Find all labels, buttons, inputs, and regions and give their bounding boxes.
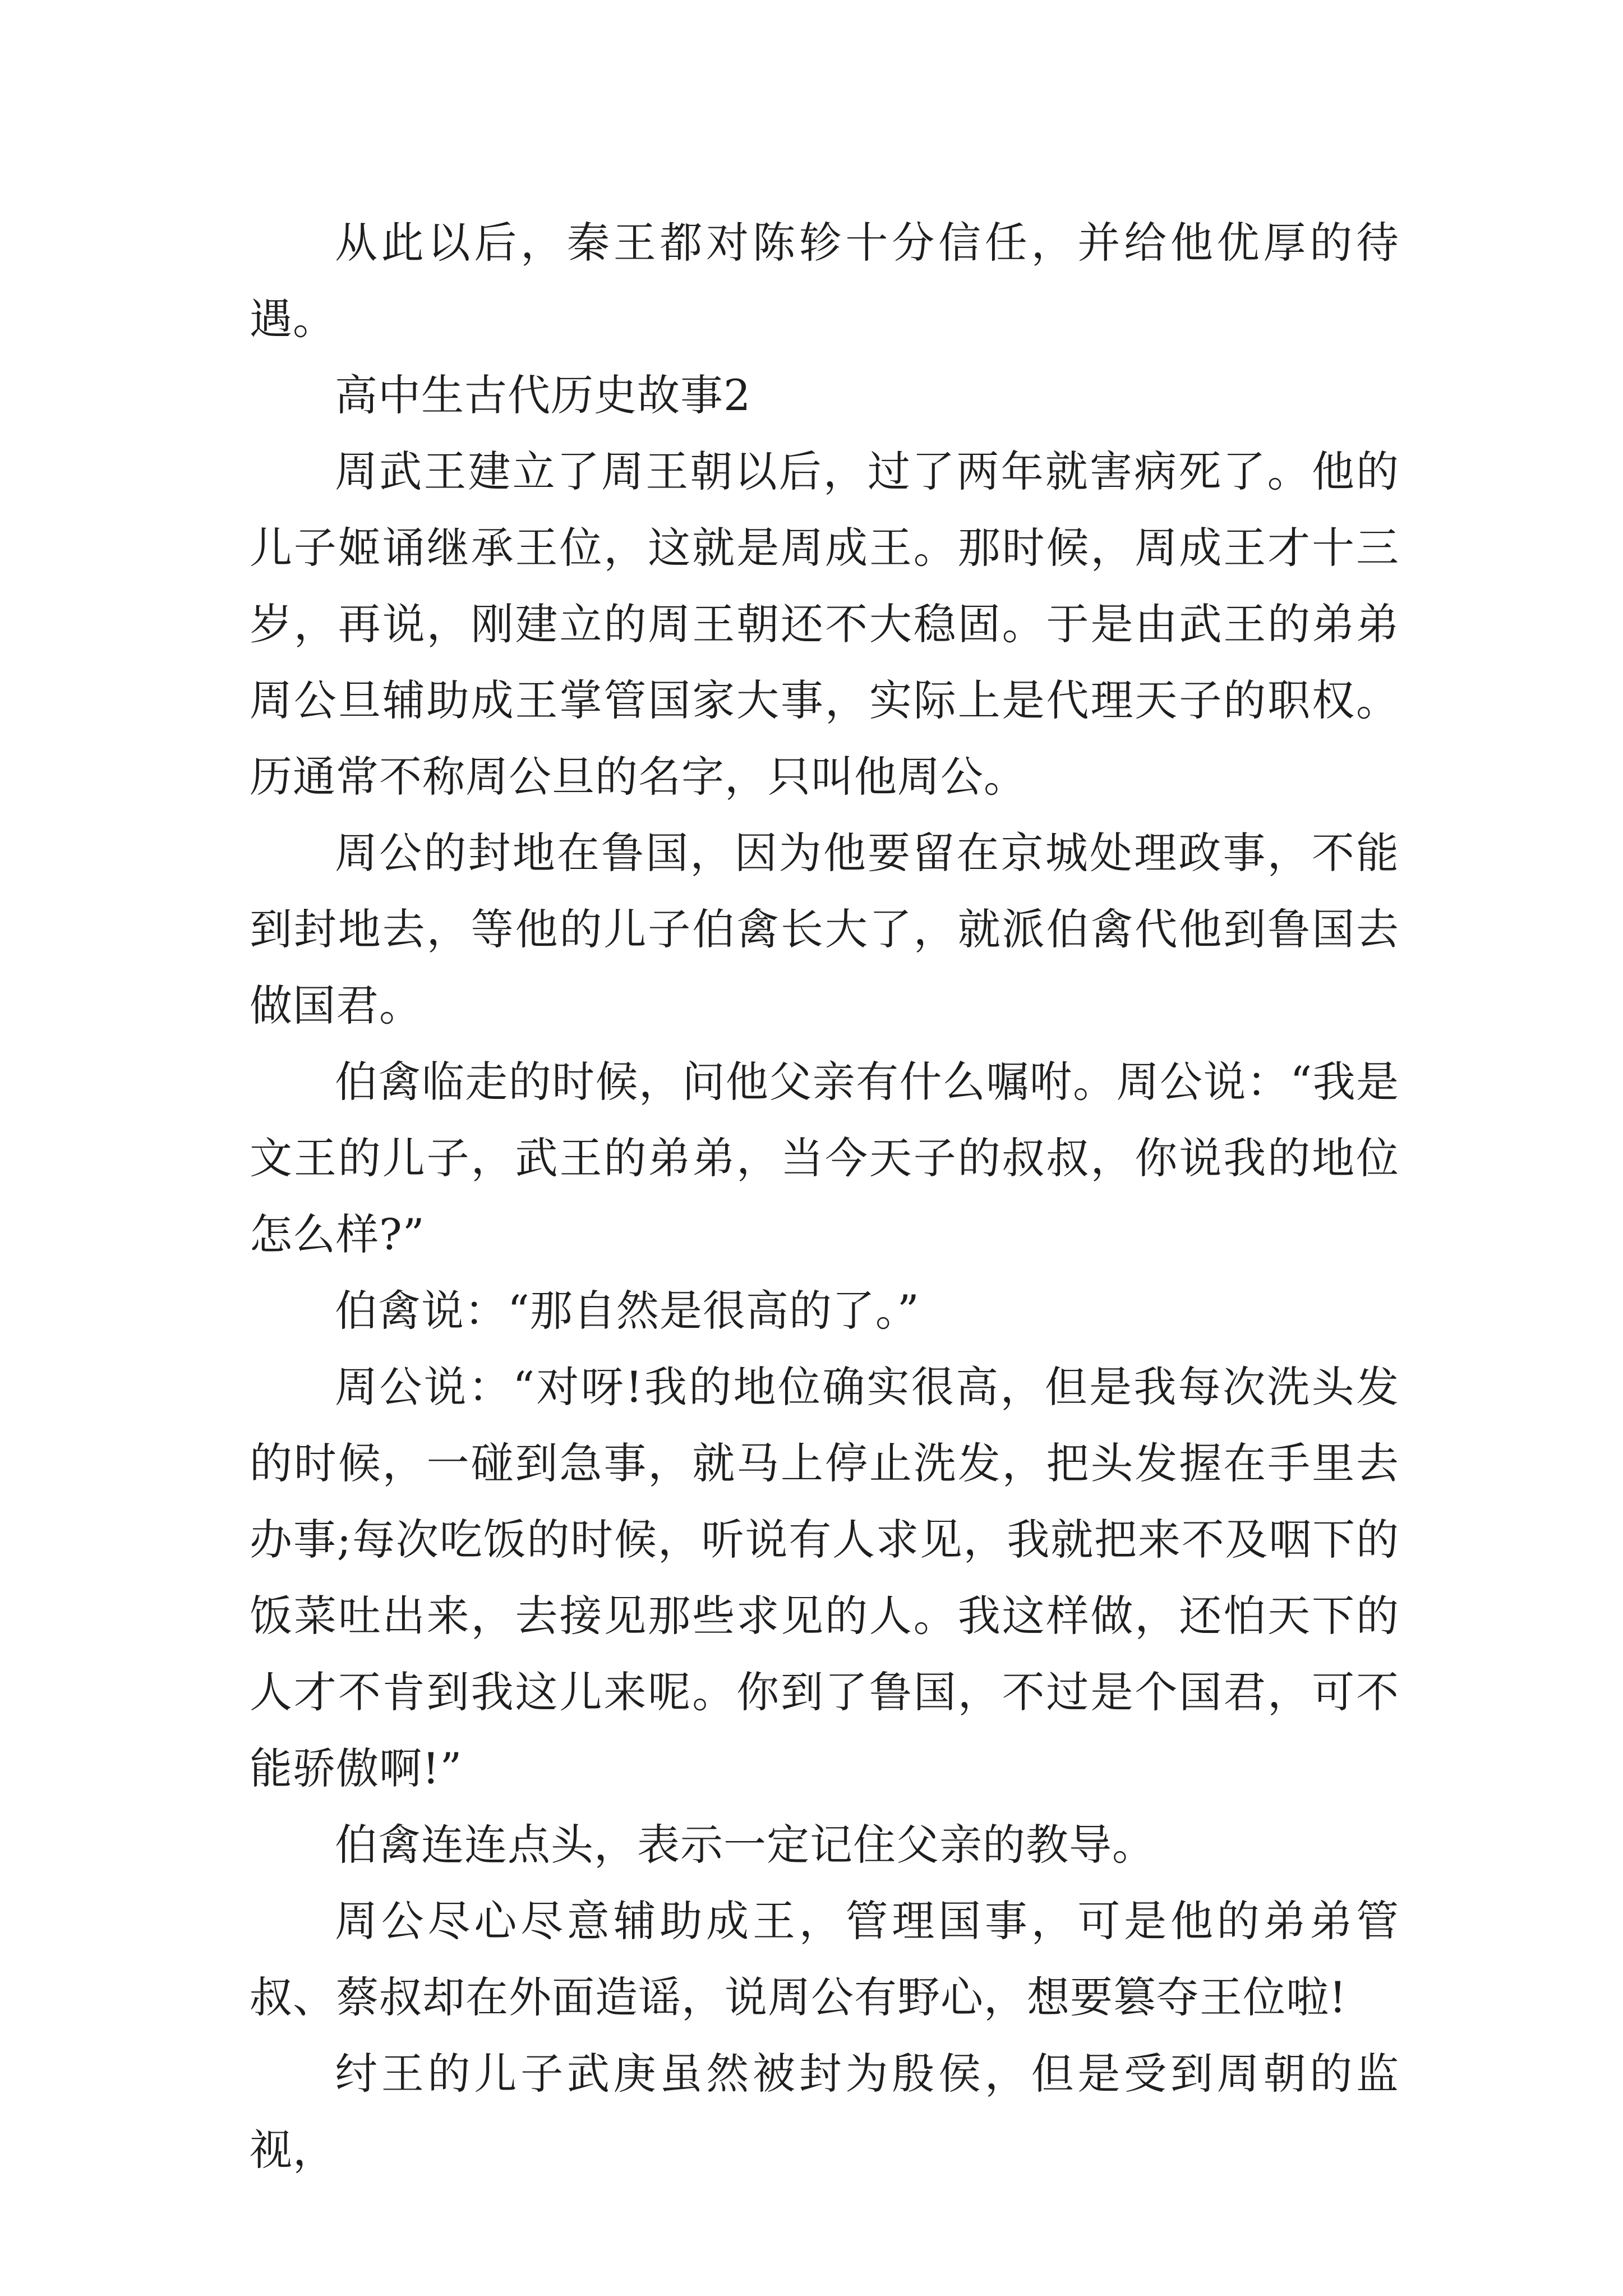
paragraph-5: 伯禽说：“那自然是很高的了。” [335,1286,920,1336]
paragraph-9: 纣王的儿子武庚虽然被封为殷侯，但是受到周朝的监视， [250,2049,1399,2175]
paragraph-2: 周武王建立了周王朝以后，过了两年就害病死了。他的儿子姬诵继承王位，这就是周成王。那时候，周成王才十三岁，再说，刚建立的周王朝还不大稳固。于是由武王的弟弟周公旦辅助成王掌管国家大事，实际上是代理天子的职权。历通常不称周公旦的名字，只叫他周公。 [250,447,1399,802]
paragraph-7: 伯禽连连点头，表示一定记住父亲的教导。 [335,1820,1155,1870]
paragraph-8: 周公尽心尽意辅助成王，管理国事，可是他的弟弟管叔、蔡叔却在外面造谣，说周公有野心，想要篡夺王位啦! [250,1896,1399,2022]
paragraph-1: 从此以后，秦王都对陈轸十分信任，并给他优厚的待遇。 [250,218,1399,344]
section-heading: 高中生古代历史故事2 [335,370,751,420]
document-body [250,205,1399,2188]
paragraph-4: 伯禽临走的时候，问他父亲有什么嘱咐。周公说：“我是文王的儿子，武王的弟弟，当今天子的叔叔，你说我的地位怎么样?” [250,1057,1399,1259]
paragraph-3: 周公的封地在鲁国，因为他要留在京城处理政事，不能到封地去，等他的儿子伯禽长大了，就派伯禽代他到鲁国去做国君。 [250,828,1399,1030]
paragraph-6: 周公说：“对呀!我的地位确实很高，但是我每次洗头发的时候，一碰到急事，就马上停止洗发，把头发握在手里去办事;每次吃饭的时候，听说有人求见，我就把来不及咽下的饭菜吐出来，去接见那些求见的人。我这样做，还怕天下的人才不肯到我这儿来呢。你到了鲁国，不过是个国君，可不能骄傲啊!” [250,1362,1399,1793]
